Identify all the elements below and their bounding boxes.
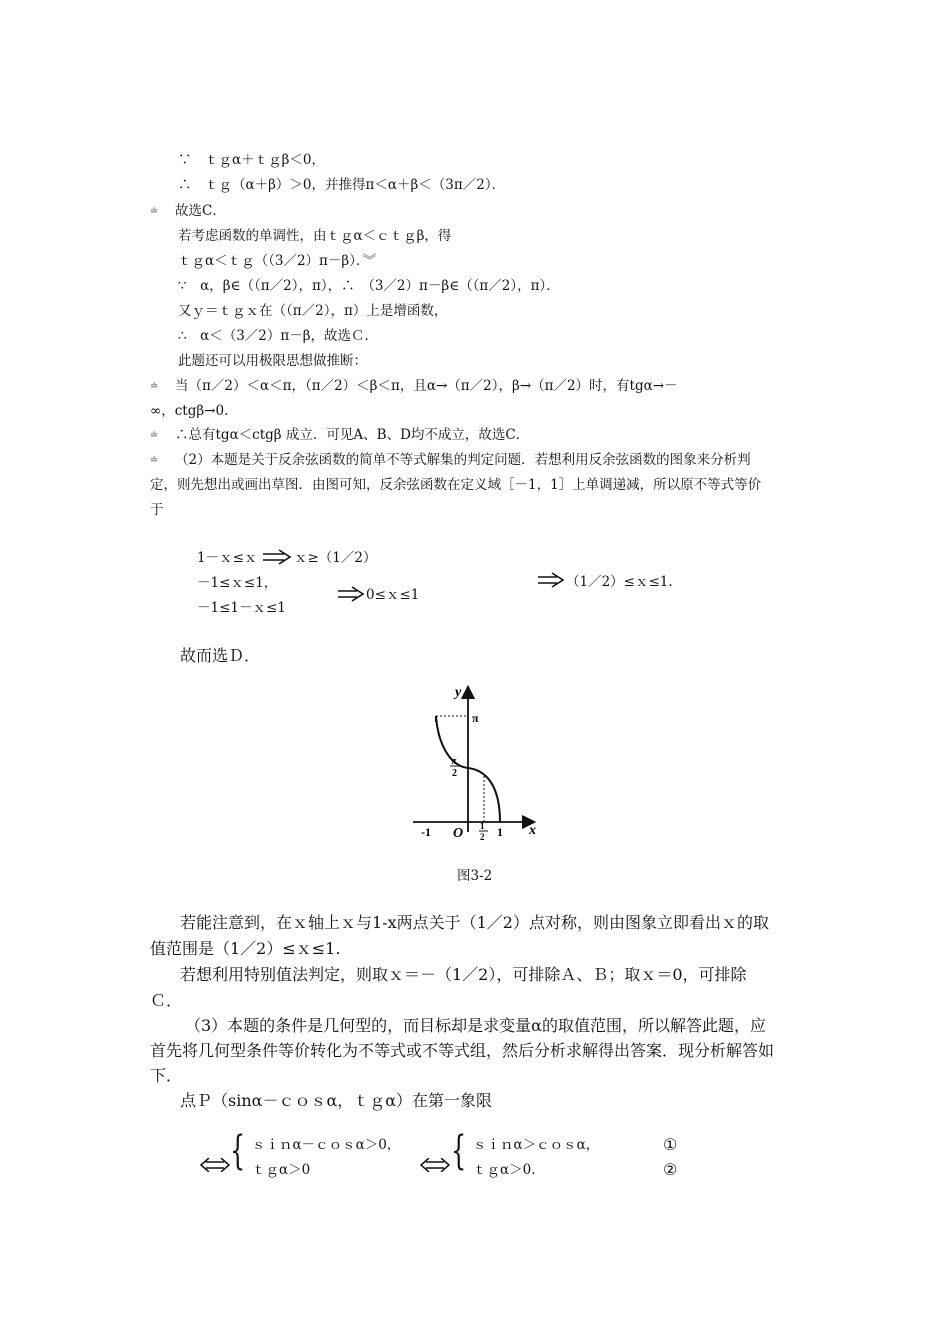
system2-b-row2: ｔｇα＞0. [473, 1162, 536, 1178]
x-tick-half-num: 1 [480, 821, 485, 831]
line-choose-d: 故而选Ｄ． [180, 646, 261, 665]
system1-final-result: （1／2）≤ｘ≤1. [566, 574, 673, 590]
equation-number-1: ① [663, 1135, 678, 1154]
x-tick-half-den: 2 [480, 832, 485, 842]
x-tick-1: 1 [497, 825, 503, 839]
line-part2-intro: （2）本题是关于反余弦函数的简单不等式解集的判定问题．若想利用反余弦函数的图象来分析判 [175, 452, 751, 468]
system1-row3: －1≤1－ｘ≤1 [197, 600, 286, 616]
line-limit-idea: 此题还可以用极限思想做推断： [178, 353, 367, 369]
y-axis-label: y [455, 685, 462, 700]
system1-middle-result: 0≤ｘ≤1 [366, 587, 420, 603]
system2-a-row2: ｔｇα＞0 [252, 1162, 311, 1178]
line-conclusion: ∴总有tgα＜ctgβ 成立．可见A、B、D均不成立，故选C． [175, 427, 530, 443]
line-special-value: 若想利用特别值法判定，则取ｘ＝－（1／2），可排除Ａ、Ｂ；取ｘ＝0，可排除 [180, 965, 747, 984]
line-alpha-beta-range: ∵ α，β∈（（π／2），π），∴ （3／2）π－β∈（（π／2），π）． [178, 278, 560, 294]
left-brace-icon: { [230, 1128, 246, 1174]
paragraph-mark-icon [150, 455, 158, 466]
line-exclude-c: Ｃ． [150, 991, 183, 1010]
line-range: 值范围是（1／2）≤ｘ≤1. [150, 939, 341, 958]
x-axis-label: x [529, 823, 536, 838]
line-limit-condition: 当（π／2）＜α＜π，（π／2）＜β＜π，且α→（π／2），β→（π／2）时，有tgα→－ [175, 378, 678, 394]
figure-caption: 图3-2 [457, 868, 493, 884]
line-tg-increasing: 又ｙ＝ｔｇｘ在（（π／2），π）上是增函数， [178, 303, 448, 319]
system2-b-row1: ｓｉｎα＞ｃｏｓα， [473, 1137, 600, 1153]
line-tg-inequality: ｔｇα＜ｔｇ（（3／2）π－β）．︾ [178, 253, 377, 269]
line-monotonic-intro: 若考虑函数的单调性，由ｔｇα＜ｃｔｇβ，得 [178, 228, 452, 244]
system1-row1: 1－ｘ≤ｘ [197, 550, 258, 566]
implies-icon [337, 586, 365, 602]
pi-half-numerator: π [451, 756, 457, 767]
system2-a-row1: ｓｉｎα－ｃｏｓα＞0， [252, 1137, 401, 1153]
pi-half-denominator: 2 [452, 768, 457, 779]
line-part3-end: 下． [150, 1066, 183, 1085]
line-choose-c-2: ∴ α＜（3／2）π－β，故选Ｃ． [178, 328, 379, 344]
equivalent-icon [420, 1158, 450, 1172]
equation-number-2: ② [663, 1160, 678, 1179]
pi-tick-label: π [472, 711, 479, 725]
line-point-p: 点Ｐ（sinα－ｃｏｓα，ｔｇα）在第一象限 [180, 1091, 493, 1110]
line-symmetry: 若能注意到，在ｘ轴上ｘ与1-x两点关于（1／2）点对称，则由图象立即看出ｘ的取 [180, 913, 769, 932]
left-brace-icon: { [451, 1128, 467, 1174]
paragraph-mark-icon [150, 381, 158, 392]
line-choose-c: 故选C． [175, 203, 226, 219]
equivalent-icon [200, 1158, 230, 1172]
line-part3-intro: （3）本题的条件是几何型的，而目标却是求变量α的取值范围，所以解答此题，应 [185, 1016, 766, 1035]
paragraph-mark-icon [150, 430, 158, 441]
origin-label: O [453, 826, 464, 841]
system1-row2: －1≤ｘ≤1， [197, 575, 278, 591]
line-part3-cont: 首先将几何型条件等价转化为不等式或不等式组，然后分析求解得出答案．现分析解答如 [150, 1041, 775, 1060]
line-part2-end: 于 [150, 502, 164, 518]
line-part2-cont: 定，则先想出或画出草图．由图可知，反余弦函数在定义域［－1，1］上单调递减，所以原不等式等价 [150, 477, 762, 493]
implies-icon [262, 549, 292, 565]
system1-row1-result: ｘ≥（1／2） [294, 550, 377, 566]
x-tick-neg1: -1 [421, 825, 431, 839]
paragraph-mark-icon [150, 206, 158, 217]
line-tg-sum-negative: ∵ ｔｇα＋ｔｇβ＜0， [178, 152, 326, 168]
line-limit-result: ∞，ctgβ→0. [150, 403, 229, 419]
line-tg-alpha-beta-positive: ∴ ｔｇ（α＋β）＞0，并推得π＜α＋β＜（3π／2）． [178, 177, 506, 193]
implies-icon [537, 572, 565, 588]
arccos-graph [405, 684, 555, 844]
